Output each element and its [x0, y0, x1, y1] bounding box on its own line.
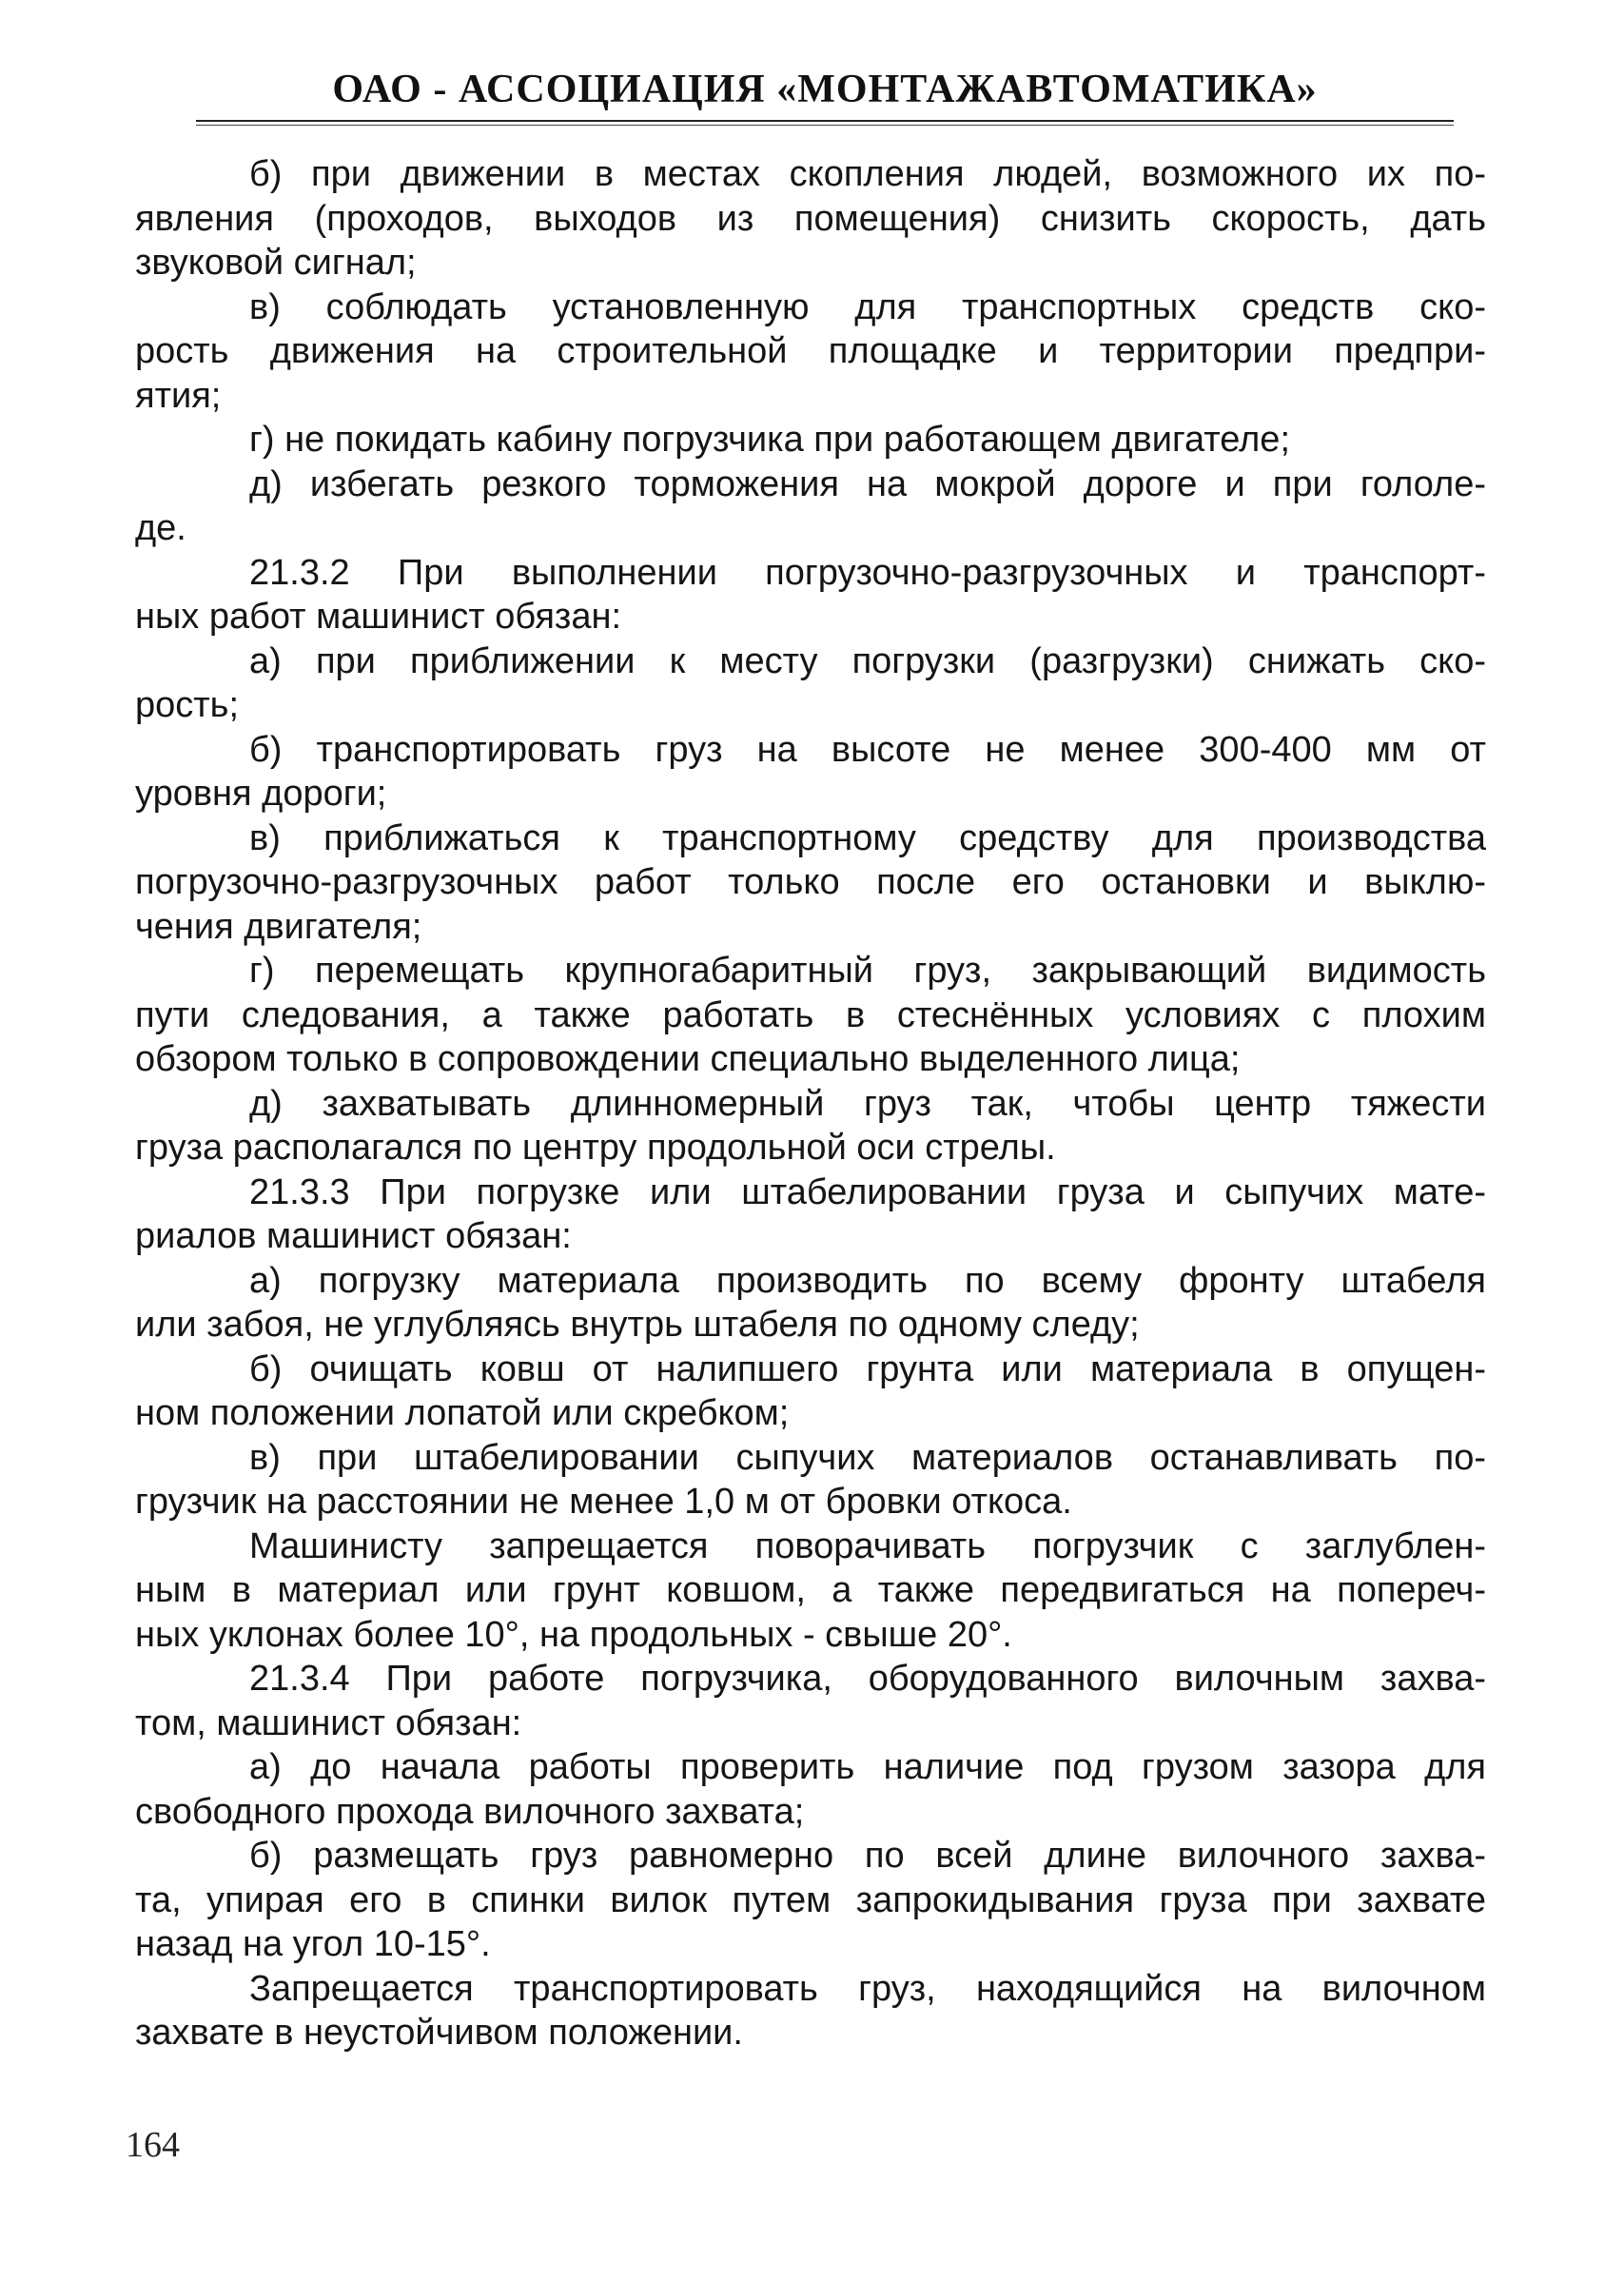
- text-line: груза располагался по центру продольной оси стрелы.: [135, 1128, 1056, 1168]
- text-line: в) соблюдать установленную для транспортных средств ско-: [249, 286, 1486, 327]
- text-line: погрузочно-разгрузочных работ только после его остановки и выклю-: [135, 862, 1486, 902]
- text-line: д) избегать резкого торможения на мокрой дороге и при гололе-: [249, 463, 1486, 504]
- text-line: Запрещается транспортировать груз, находящийся на вилочном: [249, 1968, 1486, 2009]
- text-line: та, упирая его в спинки вилок путем запрокидывания груза при захвате: [135, 1879, 1486, 1920]
- text-line: 21.3.4 При работе погрузчика, оборудованного вилочным захва-: [249, 1659, 1486, 1699]
- text-line: де.: [135, 508, 186, 548]
- text-line: в) при штабелировании сыпучих материалов останавливать по-: [249, 1437, 1486, 1478]
- text-line: том, машинист обязан:: [135, 1702, 522, 1743]
- text-line: свободного прохода вилочного захвата;: [135, 1791, 805, 1832]
- text-line: г) не покидать кабину погрузчика при работающем двигателе;: [249, 420, 1291, 460]
- header-rule-secondary: [196, 125, 1454, 126]
- text-line: ным в материал или грунт ковшом, а также передвигаться на попереч-: [135, 1570, 1486, 1610]
- text-line: ятия;: [135, 375, 222, 416]
- text-line: ном положении лопатой или скребком;: [135, 1393, 790, 1433]
- text-line: а) при приближении к месту погрузки (разгрузки) снижать ско-: [249, 640, 1486, 681]
- text-line: а) до начала работы проверить наличие под грузом зазора для: [249, 1747, 1486, 1787]
- header-title: ОАО - АССОЦИАЦИЯ «МОНТАЖАВТОМАТИКА»: [332, 68, 1318, 111]
- text-line: пути следования, а также работать в стеснённых условиях с плохим: [135, 994, 1486, 1035]
- text-line: грузчик на расстоянии не менее 1,0 м от бровки откоса.: [135, 1482, 1072, 1522]
- text-line: 21.3.2 При выполнении погрузочно-разгрузочных и транспорт-: [249, 552, 1486, 593]
- text-line: б) транспортировать груз на высоте не менее 300-400 мм от: [249, 729, 1486, 770]
- text-line: или забоя, не углубляясь внутрь штабеля по одному следу;: [135, 1305, 1140, 1345]
- text-line: назад на угол 10-15°.: [135, 1924, 491, 1964]
- text-line: Машинисту запрещается поворачивать погрузчик с заглублен-: [249, 1525, 1486, 1566]
- body-text: [135, 152, 1486, 2056]
- text-line: д) захватывать длинномерный груз так, чтобы центр тяжести: [249, 1083, 1486, 1124]
- text-line: а) погрузку материала производить по всему фронту штабеля: [249, 1260, 1486, 1301]
- text-line: уровня дороги;: [135, 774, 387, 814]
- text-line: рость движения на строительной площадке и территории предпри-: [135, 331, 1486, 371]
- text-line: захвате в неустойчивом положении.: [135, 2013, 743, 2053]
- text-line: б) очищать ковш от налипшего грунта или материала в опущен-: [249, 1348, 1486, 1389]
- text-line: ных работ машинист обязан:: [135, 597, 622, 637]
- text-line: г) перемещать крупногабаритный груз, закрывающий видимость: [249, 951, 1486, 991]
- text-line: рость;: [135, 685, 240, 725]
- text-line: в) приближаться к транспортному средству для производства: [249, 817, 1486, 858]
- page-header: [196, 67, 1454, 126]
- text-line: обзором только в сопровождении специально выделенного лица;: [135, 1039, 1241, 1079]
- text-line: б) при движении в местах скопления людей, возможного их по-: [249, 154, 1486, 194]
- text-line: ных уклонах более 10°, на продольных - свыше 20°.: [135, 1614, 1012, 1655]
- text-line: звуковой сигнал;: [135, 243, 417, 283]
- text-line: явления (проходов, выходов из помещения) снизить скорость, дать: [135, 198, 1486, 239]
- text-line: чения двигателя;: [135, 906, 422, 947]
- text-line: б) размещать груз равномерно по всей длине вилочного захва-: [249, 1836, 1486, 1876]
- header-rule: [196, 120, 1454, 122]
- page-number: 164: [126, 2125, 180, 2165]
- text-line: риалов машинист обязан:: [135, 1216, 572, 1256]
- text-line: 21.3.3 При погрузке или штабелировании груза и сыпучих мате-: [249, 1171, 1486, 1212]
